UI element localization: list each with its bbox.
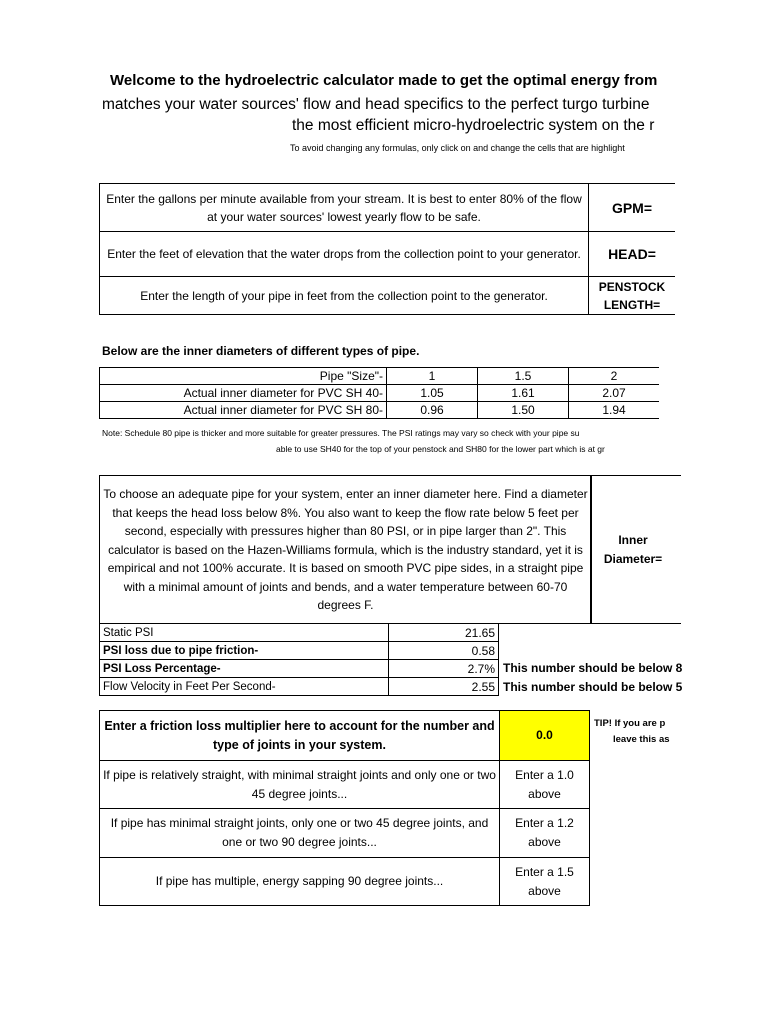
results-table bbox=[99, 623, 499, 696]
diameter-instructions-text: To choose an adequate pipe for your system, enter an inner diameter here. Find a diameter that keeps the head loss below 8%. You also want to keep the flow rate below 5 feet per second, especially with pressures higher than 80 PSI, or in pipe larger than 2". This calculator is based on the Hazen-Williams formula, which is the industry standard, yet it is empirical and not 100% accurate. It is based on smooth PVC pipe sides, in a straight pipe with a minimal amount of joints and bends, and a water temperature between 60-70 degrees F. bbox=[103, 487, 588, 612]
page-subtitle-line-2: matches your water sources' flow and head specifics to the perfect turgo turbine bbox=[102, 96, 650, 113]
page-subtitle-line-3: the most efficient micro-hydroelectric system on the r bbox=[292, 117, 655, 134]
instruction-note: To avoid changing any formulas, only click on and change the cells that are highlight bbox=[290, 143, 625, 153]
inner-diameter-label-line-1: Inner bbox=[618, 533, 648, 547]
velocity-threshold-note: This number should be below 5 bbox=[503, 680, 683, 694]
result-label: PSI loss due to pipe friction- bbox=[100, 642, 389, 660]
friction-option-action: Enter a 1.2 above bbox=[500, 809, 590, 858]
psi-loss-threshold-note: This number should be below 8 bbox=[503, 661, 683, 675]
result-label: Flow Velocity in Feet Per Second- bbox=[100, 678, 389, 696]
friction-multiplier-input[interactable]: 0.0 bbox=[500, 711, 590, 761]
inner-diameter-label bbox=[592, 531, 674, 569]
result-row-psi-loss bbox=[100, 642, 499, 660]
friction-option-description: If pipe has minimal straight joints, only one or two 45 degree joints, and one or two 90 degree joints... bbox=[100, 809, 500, 858]
input-table bbox=[99, 183, 675, 315]
friction-option-row bbox=[100, 858, 590, 906]
pipe-cell: 1.50 bbox=[478, 402, 569, 419]
friction-tip bbox=[594, 716, 670, 748]
pipe-diameter-table bbox=[99, 367, 659, 419]
pipe-cell: 1.61 bbox=[478, 385, 569, 402]
result-value: 0.58 bbox=[389, 642, 499, 660]
friction-input-row bbox=[100, 711, 590, 761]
friction-option-action: Enter a 1.0 above bbox=[500, 761, 590, 809]
penstock-label: PENSTOCK LENGTH= bbox=[589, 277, 676, 315]
pipe-section-heading: Below are the inner diameters of different types of pipe. bbox=[102, 344, 420, 358]
pipe-cell: 1.94 bbox=[569, 402, 660, 419]
result-row-flow-velocity bbox=[100, 678, 499, 696]
input-row-head bbox=[100, 232, 676, 277]
pipe-row-sh40 bbox=[100, 385, 660, 402]
pipe-row-label: Actual inner diameter for PVC SH 80- bbox=[100, 402, 387, 419]
friction-tip-line-2: leave this as bbox=[613, 734, 670, 745]
head-label: HEAD= bbox=[589, 232, 676, 277]
pipe-cell: 0.96 bbox=[387, 402, 478, 419]
page-title: Welcome to the hydroelectric calculator made to get the optimal energy from bbox=[110, 72, 658, 89]
pipe-row-size bbox=[100, 368, 660, 385]
penstock-description: Enter the length of your pipe in feet from the collection point to the generator. bbox=[100, 277, 589, 315]
input-row-penstock bbox=[100, 277, 676, 315]
result-label: PSI Loss Percentage- bbox=[100, 660, 389, 678]
pipe-row-label: Pipe "Size"- bbox=[100, 368, 387, 385]
pipe-cell: 1.05 bbox=[387, 385, 478, 402]
pipe-cell: 1.5 bbox=[478, 368, 569, 385]
result-value: 2.55 bbox=[389, 678, 499, 696]
result-value: 2.7% bbox=[389, 660, 499, 678]
pipe-cell: 1 bbox=[387, 368, 478, 385]
friction-option-description: If pipe is relatively straight, with minimal straight joints and only one or two 45 degree joints... bbox=[100, 761, 500, 809]
friction-option-row bbox=[100, 809, 590, 858]
input-row-gpm bbox=[100, 184, 676, 232]
gpm-description: Enter the gallons per minute available from your stream. It is best to enter 80% of the flow at your water sources' lowest yearly flow to be safe. bbox=[100, 184, 589, 232]
friction-option-description: If pipe has multiple, energy sapping 90 degree joints... bbox=[100, 858, 500, 906]
pipe-cell: 2.07 bbox=[569, 385, 660, 402]
friction-option-action: Enter a 1.5 above bbox=[500, 858, 590, 906]
friction-prompt: Enter a friction loss multiplier here to account for the number and type of joints in your system. bbox=[100, 711, 500, 761]
friction-option-row bbox=[100, 761, 590, 809]
pipe-note-line-2: able to use SH40 for the top of your penstock and SH80 for the lower part which is at gr bbox=[276, 444, 605, 454]
friction-tip-line-1: TIP! If you are p bbox=[594, 718, 666, 729]
result-row-static-psi bbox=[100, 624, 499, 642]
pipe-note-line-1: Note: Schedule 80 pipe is thicker and more suitable for greater pressures. The PSI ratings may vary so check with your pipe su bbox=[102, 428, 580, 438]
result-row-psi-loss-percentage bbox=[100, 660, 499, 678]
pipe-row-sh80 bbox=[100, 402, 660, 419]
inner-diameter-label-line-2: Diameter= bbox=[603, 552, 663, 566]
pipe-row-label: Actual inner diameter for PVC SH 40- bbox=[100, 385, 387, 402]
gpm-label: GPM= bbox=[589, 184, 676, 232]
result-label: Static PSI bbox=[100, 624, 389, 642]
pipe-cell: 2 bbox=[569, 368, 660, 385]
friction-table bbox=[99, 710, 590, 906]
result-value: 21.65 bbox=[389, 624, 499, 642]
head-description: Enter the feet of elevation that the water drops from the collection point to your generator. bbox=[100, 232, 589, 277]
